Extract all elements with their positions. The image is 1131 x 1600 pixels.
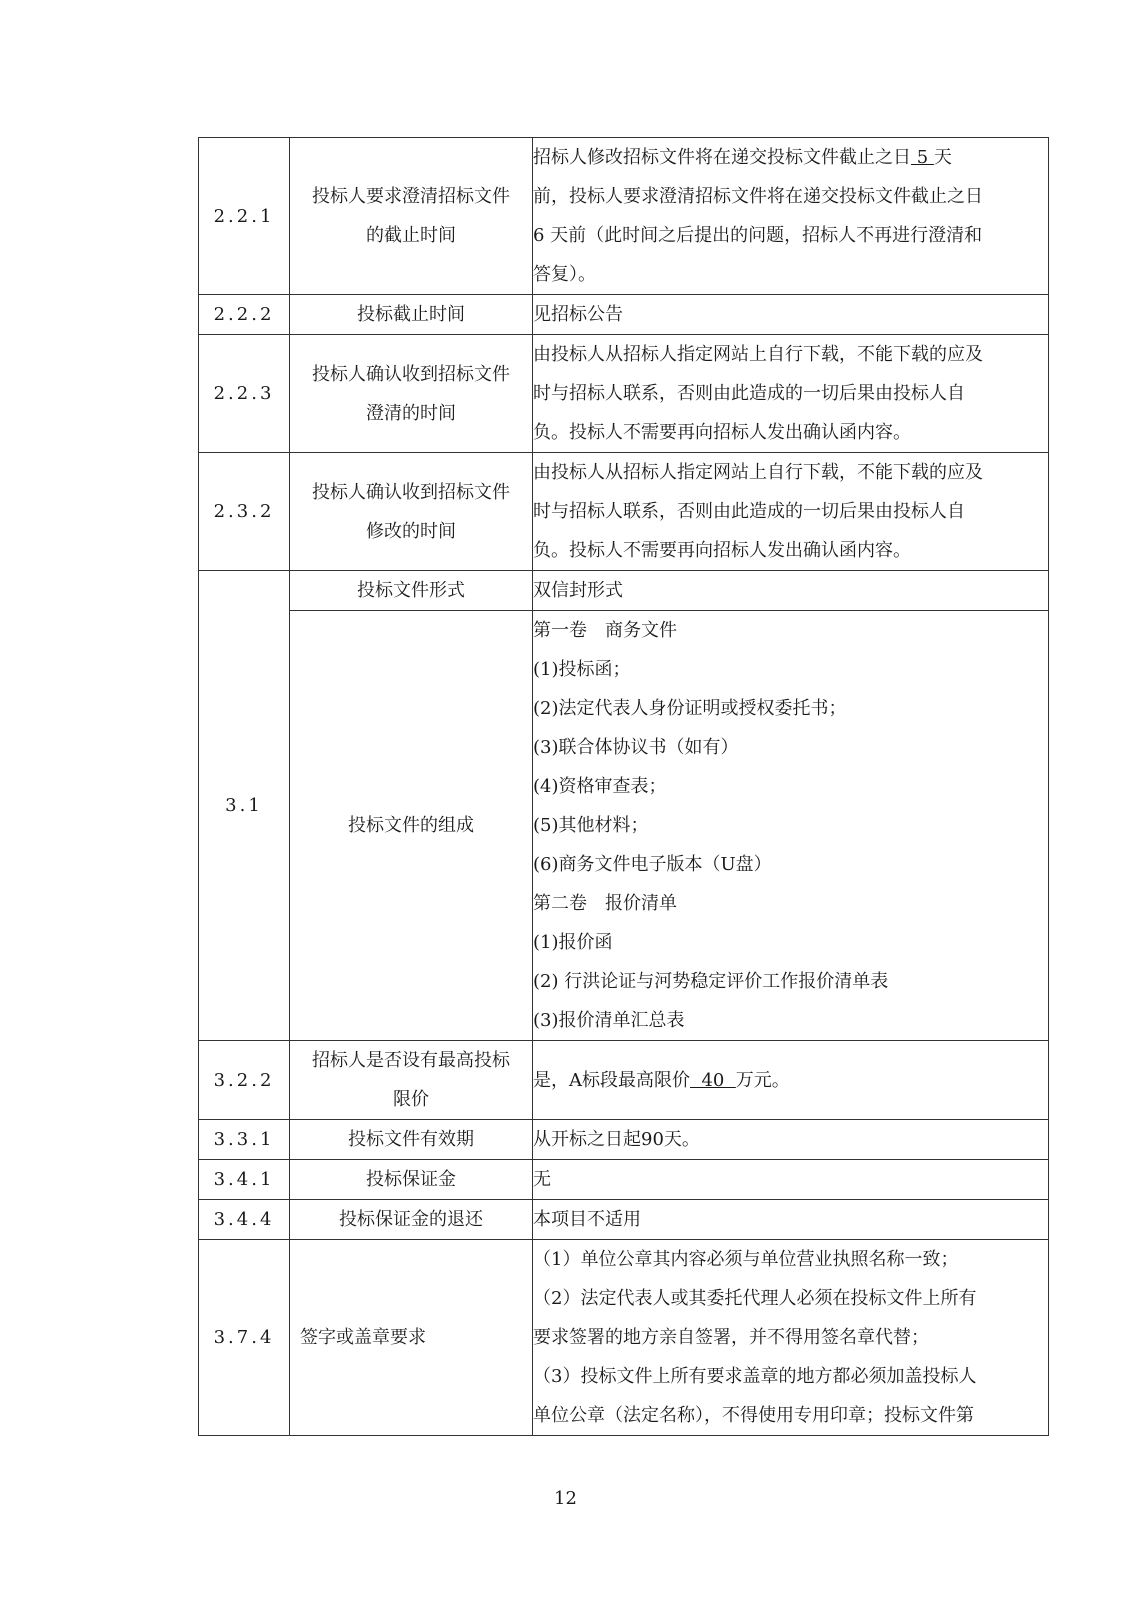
clause-content [533, 1041, 1049, 1120]
content-text: 万元。 [735, 1069, 790, 1091]
content-line: 本项目不适用 [533, 1209, 641, 1230]
max-price-value: 40 [690, 1069, 736, 1091]
clause-content [533, 1160, 1049, 1200]
item-line: 投标文件形式 [357, 580, 465, 601]
clause-content [533, 295, 1049, 335]
clause-content [533, 571, 1049, 611]
clause-number: 3.3.1 [199, 1120, 290, 1160]
content-line: (1)报价函 [533, 932, 613, 953]
content-line: (4)资格审查表； [533, 776, 667, 797]
content-line: 负。投标人不需要再向招标人发出确认函内容。 [533, 540, 911, 561]
table-row [199, 1120, 1049, 1160]
days-value: 5 [911, 147, 934, 168]
clause-number: 2.3.2 [199, 453, 290, 571]
item-line: 修改的时间 [366, 520, 456, 542]
clause-item [290, 1240, 533, 1436]
content-line: (2) 行洪论证与河势稳定评价工作报价清单表 [533, 971, 889, 992]
table-row [199, 611, 1049, 1041]
table-row [199, 295, 1049, 335]
bid-data-table [198, 137, 1049, 1436]
content-line: 要求签署的地方亲自签署，并不得用签名章代替； [533, 1327, 929, 1348]
clause-number: 3.4.4 [199, 1200, 290, 1240]
content-line: （3）投标文件上所有要求盖章的地方都必须加盖投标人 [533, 1366, 977, 1387]
clause-item [290, 571, 533, 611]
item-line: 投标保证金的退还 [339, 1209, 483, 1230]
content-line: (5)其他材料； [533, 815, 649, 836]
clause-number: 3.7.4 [199, 1240, 290, 1436]
content-line: (1)投标函； [533, 659, 631, 680]
clause-item [290, 611, 533, 1041]
content-line [533, 138, 1048, 177]
content-line: (3)报价清单汇总表 [533, 1010, 685, 1031]
clause-content [533, 1240, 1049, 1436]
content-line: 第二卷 报价清单 [533, 893, 677, 914]
content-line: 由投标人从招标人指定网站上自行下载，不能下载的应及 [533, 462, 983, 483]
table-row [199, 1240, 1049, 1436]
item-line: 投标人确认收到招标文件 [312, 481, 510, 503]
table-row [199, 1160, 1049, 1200]
clause-item [290, 138, 533, 295]
clause-item [290, 1200, 533, 1240]
item-line: 投标保证金 [366, 1169, 456, 1190]
content-text: 天 [933, 147, 952, 168]
clause-number: 3.4.1 [199, 1160, 290, 1200]
content-line: （1）单位公章其内容必须与单位营业执照名称一致； [533, 1249, 959, 1270]
clause-item [290, 335, 533, 453]
item-line: 投标人要求澄清招标文件 [312, 186, 510, 207]
item-line: 投标文件有效期 [348, 1129, 474, 1150]
content-line: (2)法定代表人身份证明或授权委托书； [533, 698, 847, 719]
content-line: 前，投标人要求澄清招标文件将在递交投标文件截止之日 [533, 186, 983, 207]
table-row [199, 453, 1049, 571]
content-text: 招标人修改招标文件将在递交投标文件截止之日 [533, 147, 911, 168]
item-line: 招标人是否设有最高投标 [312, 1050, 510, 1071]
item-line: 签字或盖章要求 [300, 1327, 426, 1348]
clause-number: 2.2.2 [199, 295, 290, 335]
content-line [533, 1061, 1048, 1100]
content-line: 见招标公告 [533, 304, 623, 325]
content-line: 由投标人从招标人指定网站上自行下载，不能下载的应及 [533, 344, 983, 365]
content-line: 时与招标人联系，否则由此造成的一切后果由投标人自 [533, 501, 965, 522]
table-row [199, 138, 1049, 295]
content-line: 6 天前（此时间之后提出的问题，招标人不再进行澄清和 [533, 225, 983, 246]
item-line: 投标截止时间 [357, 304, 465, 325]
clause-content [533, 138, 1049, 295]
item-line: 投标人确认收到招标文件 [312, 363, 510, 385]
content-line: 负。投标人不需要再向招标人发出确认函内容。 [533, 422, 911, 443]
clause-item [290, 1160, 533, 1200]
clause-number: 2.2.3 [199, 335, 290, 453]
content-line: 从开标之日起90天。 [533, 1129, 700, 1150]
table-row [199, 1041, 1049, 1120]
content-line: (6)商务文件电子版本（U盘） [533, 854, 772, 875]
content-line: 第一卷 商务文件 [533, 620, 677, 641]
clause-content [533, 335, 1049, 453]
content-line: 无 [533, 1169, 551, 1190]
page-number: 12 [554, 1488, 577, 1509]
clause-content [533, 453, 1049, 571]
table-row [199, 335, 1049, 453]
content-line: 单位公章（法定名称），不得使用专用印章；投标文件第 [533, 1405, 974, 1426]
item-line: 限价 [393, 1089, 429, 1110]
content-line: 双信封形式 [533, 580, 623, 601]
item-line: 澄清的时间 [366, 402, 456, 424]
item-line: 投标文件的组成 [348, 815, 474, 836]
content-line: （2）法定代表人或其委托代理人必须在投标文件上所有 [533, 1288, 977, 1309]
clause-item [290, 1041, 533, 1120]
clause-number: 3.1 [199, 571, 290, 1041]
content-line: (3)联合体协议书（如有） [533, 737, 739, 758]
content-text: 是，A标段最高限价 [533, 1069, 690, 1091]
clause-item [290, 1120, 533, 1160]
content-line: 时与招标人联系，否则由此造成的一切后果由投标人自 [533, 383, 965, 404]
clause-item [290, 453, 533, 571]
clause-content [533, 611, 1049, 1041]
clause-number: 3.2.2 [199, 1041, 290, 1120]
content-line: 答复）。 [533, 264, 596, 285]
table-row [199, 571, 1049, 611]
clause-number: 2.2.1 [199, 138, 290, 295]
table-row [199, 1200, 1049, 1240]
clause-content [533, 1200, 1049, 1240]
item-line: 的截止时间 [366, 225, 456, 246]
clause-item [290, 295, 533, 335]
clause-content [533, 1120, 1049, 1160]
